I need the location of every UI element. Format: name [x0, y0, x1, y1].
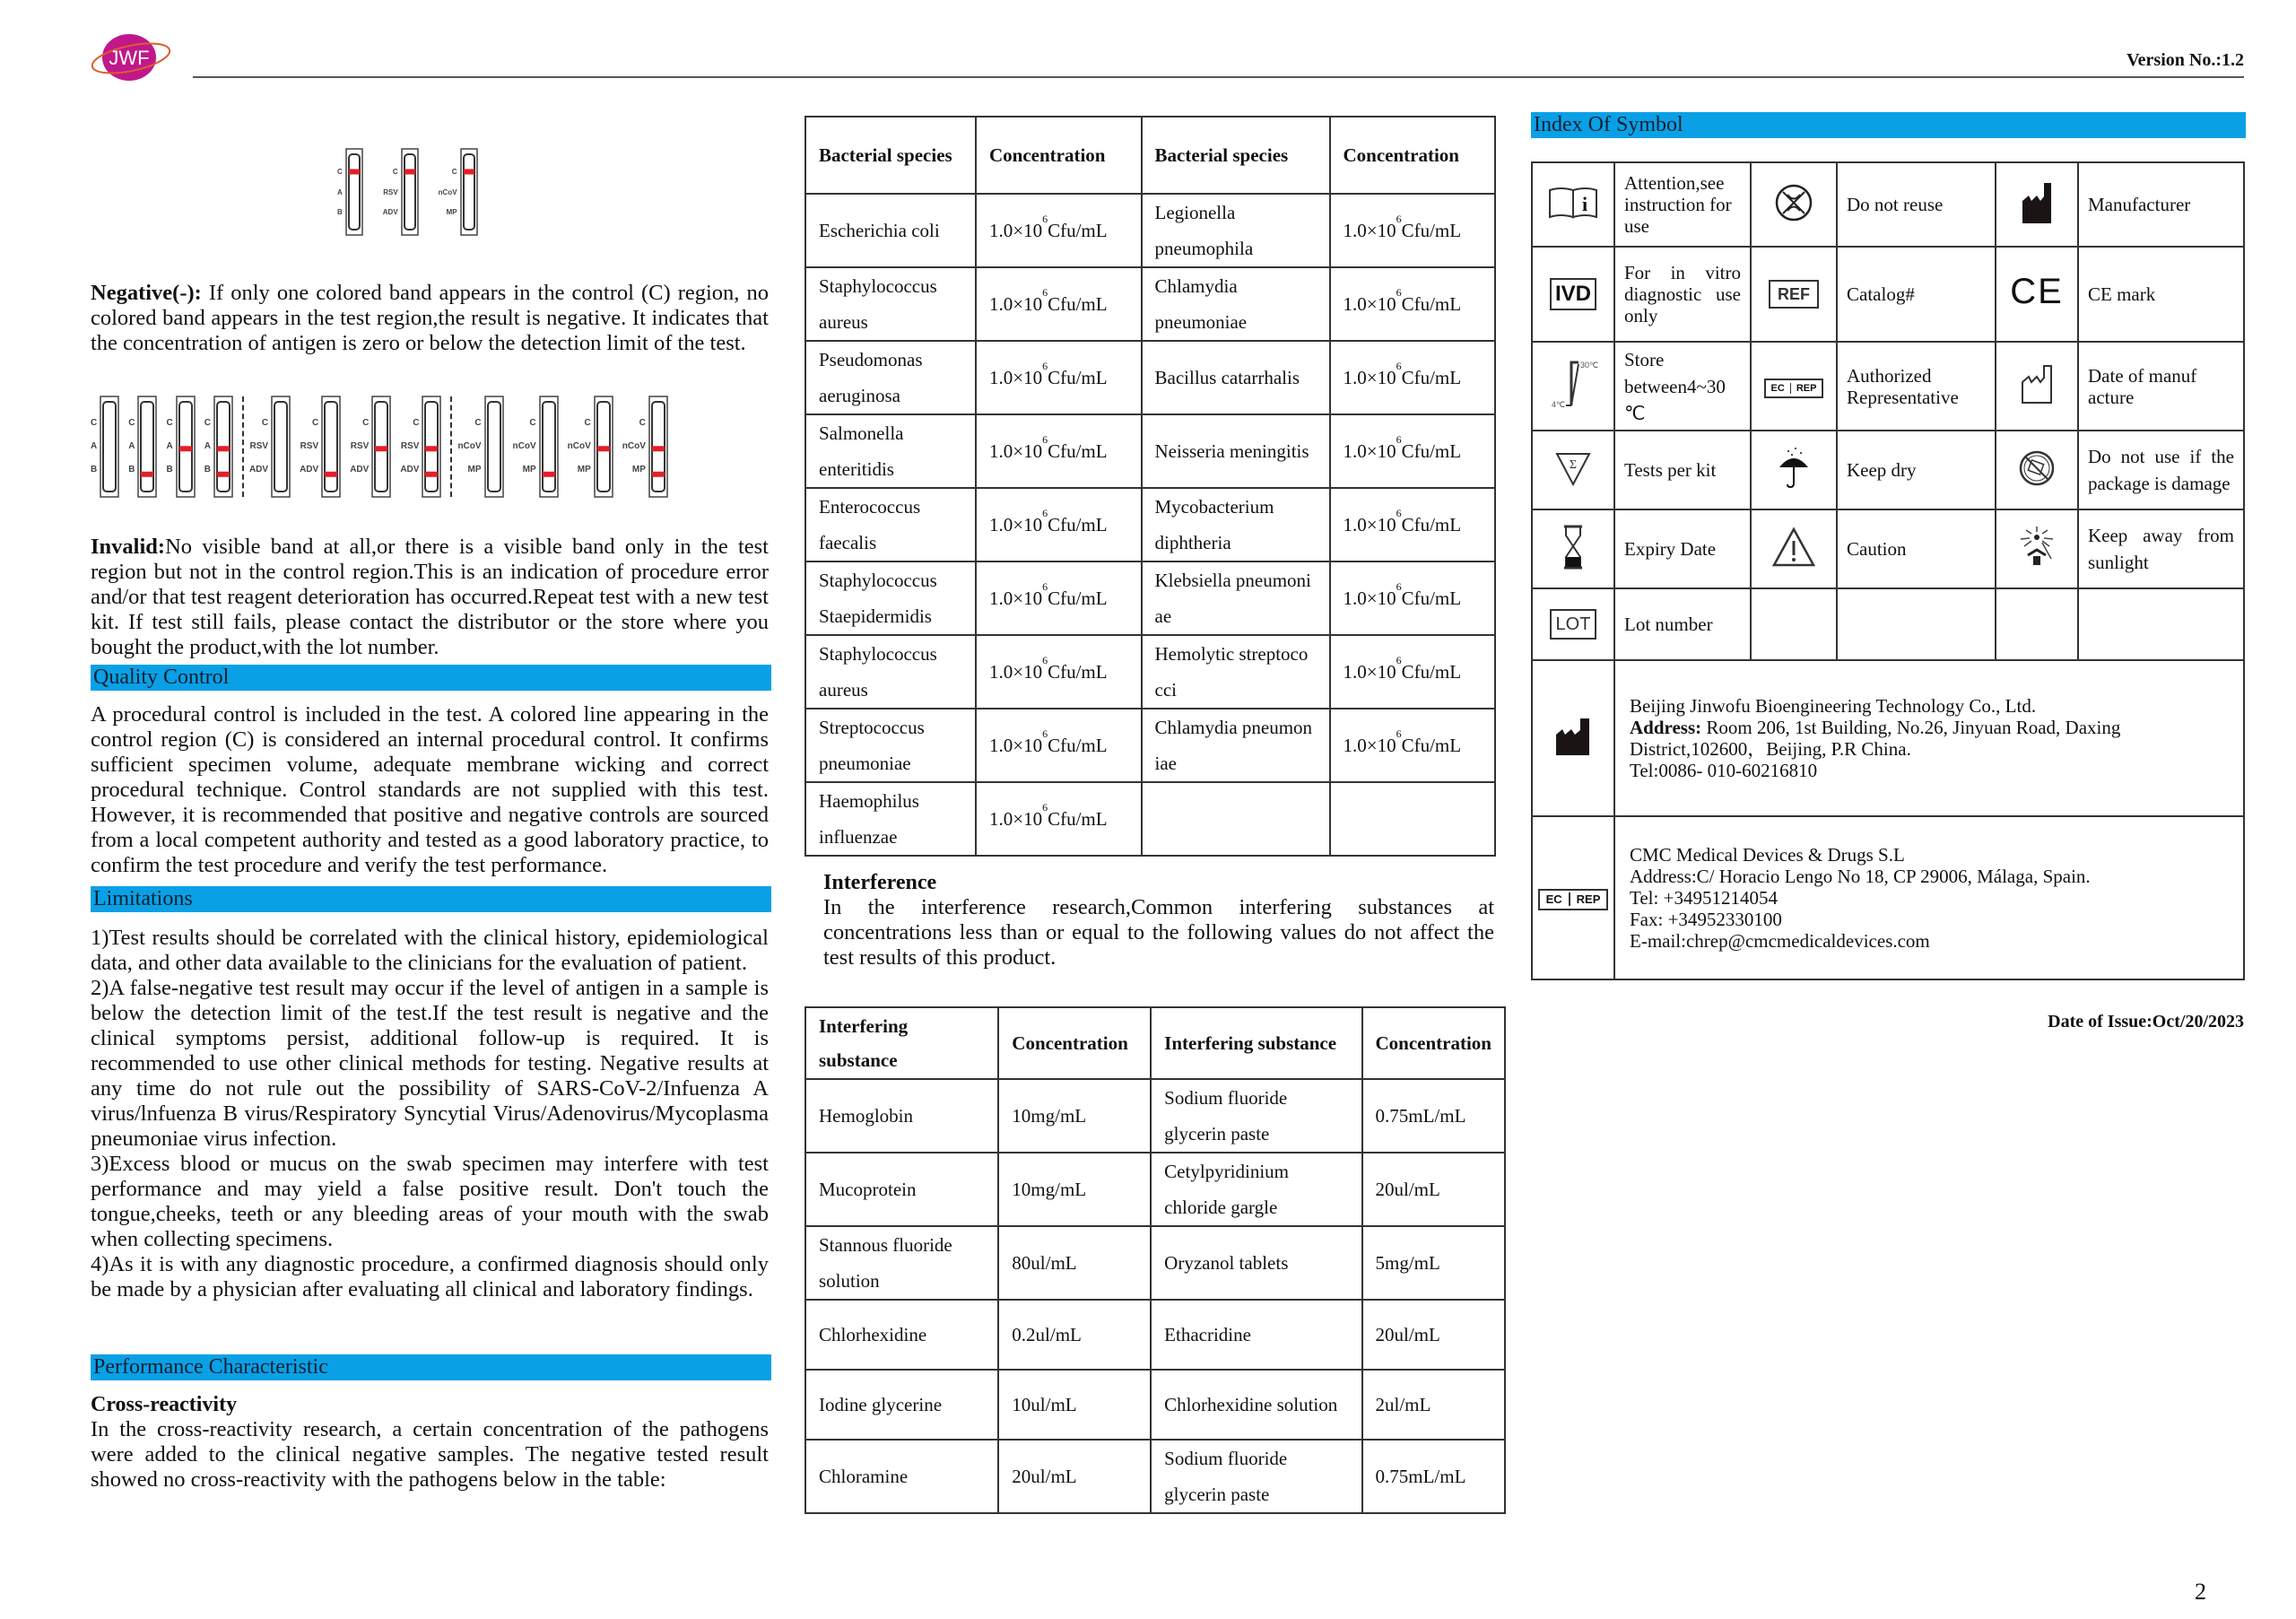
table-row — [805, 341, 1495, 414]
strip-label: C — [362, 417, 370, 428]
symbol-label: Manufacturer — [2078, 162, 2244, 247]
red-band — [325, 471, 337, 476]
invalid-text: No visible band at all,or there is a visible band only in the test region but not in the control region.This is an indication of procedure error and/or that test reagent deterioration has occurred.Repeat test with a new test kit. If test still fails, please contact the distributor or the store where you bought the product,with the lot number. — [91, 535, 769, 659]
symbol-label: Caution — [1837, 509, 1996, 588]
strip-label: RSV — [383, 187, 398, 196]
concentration-cell: $1.0\times 10^6Cfu/mL$ — [1330, 414, 1496, 488]
ce-mark-icon: CE — [1996, 247, 2078, 342]
table-row — [805, 1370, 1505, 1440]
manufacturer-details — [1614, 660, 2244, 816]
red-band — [425, 446, 438, 451]
svg-text:i: i — [1581, 192, 1588, 215]
strip-label: RSV — [300, 440, 319, 451]
table-row — [805, 1300, 1505, 1370]
table-row — [805, 267, 1495, 341]
concentration-cell: $1.0\times 10^6Cfu/mL$ — [1330, 561, 1496, 635]
strip-label: MP — [467, 465, 482, 475]
strip-label: MP — [522, 465, 536, 475]
svg-text:JWF: JWF — [109, 47, 150, 69]
empty-cell — [1996, 588, 2078, 660]
manufacturer-address: Address: Room 206, 1st Building, No.26, Jinyuan Road, Daxing District,102600，Beijing, P.R China. — [1630, 717, 2121, 760]
negative-strips-figure — [337, 148, 487, 236]
red-band — [652, 471, 665, 476]
concentration-cell: 0.75mL/mL — [1362, 1079, 1506, 1153]
strip-label: C — [639, 417, 646, 428]
concentration-cell: 80ul/mL — [998, 1226, 1151, 1300]
strip-label: C — [529, 417, 536, 428]
ivd-icon: IVD — [1532, 247, 1614, 342]
ec-rep-info-row — [1532, 816, 2244, 979]
keep-away-sunlight-icon — [1996, 509, 2078, 588]
lot-number-icon: LOT — [1532, 588, 1614, 660]
red-band — [349, 169, 360, 174]
test-strip — [383, 148, 419, 236]
svg-text:30℃: 30℃ — [1580, 361, 1599, 370]
strip-label: C — [204, 417, 211, 428]
species-cell: Bacillus catarrhalis — [1142, 341, 1330, 414]
species-cell: Chlamydia pneumoniae — [1142, 267, 1330, 341]
substance-cell: Chloramine — [805, 1440, 998, 1513]
test-strip — [249, 396, 291, 498]
strip-label: RSV — [400, 440, 420, 451]
date-of-manufacture-icon — [1996, 342, 2078, 431]
symbol-row — [1532, 162, 2244, 247]
concentration-cell: $1.0\times 10^6Cfu/mL$ — [1330, 635, 1496, 709]
species-cell: Staphylococcus aureus — [805, 267, 976, 341]
table-row — [805, 194, 1495, 267]
species-cell: Legionella pneumophila — [1142, 194, 1330, 267]
strip-label: A — [204, 440, 211, 451]
test-strip — [204, 396, 233, 498]
invalid-label: Invalid: — [91, 535, 166, 559]
column-header: Interfering substance — [1151, 1007, 1361, 1079]
ec-rep-icon: EC REP — [1751, 342, 1837, 431]
test-strip — [513, 396, 559, 498]
symbol-label: Lot number — [1614, 588, 1751, 660]
concentration-cell: $1.0\times 10^6Cfu/mL$ — [1330, 341, 1496, 414]
limitations-list — [91, 926, 769, 1302]
concentration-cell: 0.2ul/mL — [998, 1300, 1151, 1370]
species-cell: Staphylococcus Staepidermidis — [805, 561, 976, 635]
limitation-item: 2)A false-negative test result may occur if the level of antigen in a sample is below the detection limit of the test.If the test result is negative and the clinical symptoms persist, additional follow-up is required. It is recommended to use other clinical methods for testing. Negative results at any time do not rule out the possibility of SARS-CoV-2/Infuenza A virus/lnfuenza B virus/Respiratory Syncytial Virus/Adenovirus/Mycoplasma pneumoniae virus infection. — [91, 976, 769, 1151]
table-row — [805, 1079, 1505, 1153]
column-header: Bacterial species — [805, 117, 976, 194]
strip-label: nCoV — [457, 440, 482, 451]
invalid-paragraph — [91, 535, 769, 660]
strip-label: nCoV — [438, 187, 457, 196]
concentration-cell: $1.0\times 10^6Cfu/mL$ — [976, 194, 1142, 267]
column-header: Concentration — [1330, 117, 1496, 194]
column-header: Bacterial species — [1142, 117, 1330, 194]
quality-control-heading: Quality Control — [91, 665, 771, 691]
symbol-label: Do not reuse — [1837, 162, 1996, 247]
strip-label: A — [128, 440, 135, 451]
test-strip — [439, 148, 478, 236]
species-cell: Haemophilus influenzae — [805, 782, 976, 856]
ec-rep-email[interactable]: E-mail:chrep@cmcmedicaldevices.com — [1630, 930, 1930, 952]
red-band — [425, 471, 438, 476]
symbol-index-table — [1531, 161, 2245, 980]
strip-label: B — [128, 465, 135, 475]
concentration-cell: $1.0\times 10^6Cfu/mL$ — [976, 782, 1142, 856]
test-strip — [91, 396, 119, 498]
concentration-cell: $1.0\times 10^6Cfu/mL$ — [1330, 267, 1496, 341]
strip-label: C — [91, 417, 98, 428]
species-cell: Salmonella enteritidis — [805, 414, 976, 488]
strip-label: C — [337, 167, 343, 176]
concentration-cell: 10mg/mL — [998, 1079, 1151, 1153]
concentration-cell: $1.0\times 10^6Cfu/mL$ — [976, 635, 1142, 709]
header-rule — [193, 76, 2244, 78]
concentration-cell: 20ul/mL — [1362, 1153, 1506, 1226]
limitation-item: 4)As it is with any diagnostic procedure, a confirmed diagnosis should only be made by a physician after evaluating all clinical and laboratory findings. — [91, 1252, 769, 1301]
symbol-label: Do not use if the package is damage — [2078, 431, 2244, 509]
table-header-row — [805, 117, 1495, 194]
tests-per-kit-icon — [1532, 431, 1614, 509]
ec-rep-address: Address:C/ Horacio Lengo No 18, CP 29006, Málaga, Spain. — [1630, 866, 2091, 887]
concentration-cell: 2ul/mL — [1362, 1370, 1506, 1440]
interference-heading: Interference — [823, 871, 937, 894]
species-cell: Enterococcus faecalis — [805, 488, 976, 561]
negative-label: Negative(-): — [91, 281, 202, 305]
species-cell: Escherichia coli — [805, 194, 976, 267]
keep-dry-icon — [1751, 431, 1837, 509]
symbol-index-heading: Index Of Symbol — [1531, 112, 2246, 138]
table-row — [805, 488, 1495, 561]
table-row — [805, 1153, 1505, 1226]
strip-label: MP — [446, 208, 457, 217]
ref-icon: REF — [1751, 247, 1837, 342]
strip-label: MP — [577, 465, 591, 475]
limitation-item: 1)Test results should be correlated with the clinical history, epidemiological data, and other data available to the clinicians for the evaluation of patient. — [91, 926, 769, 975]
red-band — [543, 471, 555, 476]
group-divider — [242, 396, 244, 497]
strip-label: C — [166, 417, 173, 428]
table-row — [805, 709, 1495, 782]
species-cell: Staphylococcus aureus — [805, 635, 976, 709]
column-header: Concentration — [998, 1007, 1151, 1079]
red-band — [217, 446, 230, 451]
strip-label: nCoV — [622, 440, 646, 451]
column-header: Concentration — [1362, 1007, 1506, 1079]
strip-label: C — [311, 417, 319, 428]
concentration-cell: 10ul/mL — [998, 1370, 1151, 1440]
symbol-label: Date of manuf acture — [2078, 342, 2244, 431]
concentration-cell: 20ul/mL — [1362, 1300, 1506, 1370]
symbol-row — [1532, 431, 2244, 509]
species-cell: Mycobacterium diphtheria — [1142, 488, 1330, 561]
table-header-row — [805, 1007, 1505, 1079]
table-row — [805, 1226, 1505, 1300]
concentration-cell: $1.0\times 10^6Cfu/mL$ — [976, 709, 1142, 782]
species-cell: Pseudomonas aeruginosa — [805, 341, 976, 414]
strip-group — [457, 396, 676, 498]
red-band — [464, 169, 474, 174]
red-band — [375, 446, 387, 451]
red-band — [404, 169, 415, 174]
ec-rep-fax: Fax: +34952330100 — [1630, 909, 1782, 930]
test-strip — [400, 396, 441, 498]
strip-label: C — [584, 417, 591, 428]
manufacturer-phone: Tel:0086- 010-60216810 — [1630, 760, 1818, 781]
strip-label: C — [474, 417, 482, 428]
substance-cell: Chlorhexidine solution — [1151, 1370, 1361, 1440]
test-strip — [300, 396, 341, 498]
strip-group — [91, 396, 242, 498]
test-strip — [457, 396, 503, 498]
substance-cell: Sodium fluoride glycerin paste — [1151, 1079, 1361, 1153]
strip-group — [249, 396, 451, 498]
strip-label: ADV — [350, 465, 370, 475]
concentration-cell: $1.0\times 10^6Cfu/mL$ — [976, 414, 1142, 488]
concentration-cell: $1.0\times 10^6Cfu/mL$ — [976, 267, 1142, 341]
table-row — [805, 1440, 1505, 1513]
negative-text: If only one colored band appears in the control (C) region, no colored band appears in the test region,the result is negative. It indicates that the concentration of antigen is zero or below the detection limit of the test. — [91, 281, 769, 355]
empty-cell — [1751, 588, 1837, 660]
red-band — [217, 471, 230, 476]
strip-label: C — [413, 417, 420, 428]
instructions-book-icon — [1532, 162, 1614, 247]
manufacturer-icon — [1996, 162, 2078, 247]
cross-reactivity-table — [804, 116, 1496, 857]
expiry-date-icon — [1532, 509, 1614, 588]
test-strip — [128, 396, 157, 498]
symbol-label: Keep dry — [1837, 431, 1996, 509]
test-strip — [166, 396, 195, 498]
do-not-reuse-icon — [1751, 162, 1837, 247]
symbol-label: For in vitro diagnostic use only — [1614, 247, 1751, 342]
concentration-cell: $1.0\times 10^6Cfu/mL$ — [1330, 709, 1496, 782]
concentration-cell: $1.0\times 10^6Cfu/mL$ — [1330, 194, 1496, 267]
limitation-item: 3)Excess blood or mucus on the swab specimen may interfere with test performance and may yield a false positive result. Don't touch the tongue,cheeks, teeth or any bleeding areas of your mouth with the swab when collecting specimens. — [91, 1152, 769, 1251]
red-band — [652, 446, 665, 451]
table-row — [805, 782, 1495, 856]
strip-label: nCoV — [567, 440, 591, 451]
substance-cell: Iodine glycerine — [805, 1370, 998, 1440]
strip-label: RSV — [249, 440, 269, 451]
table-row — [805, 561, 1495, 635]
concentration-cell: 20ul/mL — [998, 1440, 1151, 1513]
species-cell — [1142, 782, 1330, 856]
test-strip — [622, 396, 668, 498]
date-of-issue: Date of Issue:Oct/20/2023 — [2048, 1012, 2244, 1031]
strip-label: MP — [631, 465, 646, 475]
substance-cell: Ethacridine — [1151, 1300, 1361, 1370]
do-not-use-damaged-icon — [1996, 431, 2078, 509]
species-cell: Klebsiella pneumoni ae — [1142, 561, 1330, 635]
table-row — [805, 635, 1495, 709]
quality-control-text: A procedural control is included in the test. A colored line appearing in the control region (C) is considered an internal procedural control. It confirms sufficient specimen volume, adequate membrane wicking and correct procedural technique. Control standards are not supplied with this test. However, it is recommended that positive and negative controls are sourced from a local competent authority and tested as a good laboratory practice, to confirm the test procedure and verify the test performance. — [91, 702, 769, 877]
test-strip — [337, 148, 363, 236]
strip-label: RSV — [350, 440, 370, 451]
concentration-cell: 10mg/mL — [998, 1153, 1151, 1226]
substance-cell: Stannous fluoride solution — [805, 1226, 998, 1300]
concentration-cell — [1330, 782, 1496, 856]
version-number: Version No.:1.2 — [2126, 50, 2244, 70]
symbol-label: Authorized Representative — [1837, 342, 1996, 431]
strip-label: C — [392, 167, 398, 176]
interference-text: In the interference research,Common interfering substances at concentrations less than or equal to the following values do not affect the test results of this product. — [823, 895, 1494, 970]
test-strip — [568, 396, 613, 498]
species-cell: Neisseria meningitis — [1142, 414, 1330, 488]
symbol-row — [1532, 247, 2244, 342]
strip-label: B — [204, 465, 211, 475]
symbol-row — [1532, 342, 2244, 431]
strip-label: A — [91, 440, 98, 451]
negative-paragraph — [91, 281, 769, 356]
concentration-cell: $1.0\times 10^6Cfu/mL$ — [976, 561, 1142, 635]
ec-rep-details — [1614, 816, 2244, 979]
table-row — [805, 414, 1495, 488]
ec-rep-icon: EC REP — [1532, 816, 1614, 979]
substance-cell: Hemoglobin — [805, 1079, 998, 1153]
strip-label: C — [451, 167, 457, 176]
empty-cell — [2078, 588, 2244, 660]
interference-section — [823, 870, 1494, 971]
symbol-label: Expiry Date — [1614, 509, 1751, 588]
invalid-strips-figure — [91, 395, 769, 498]
strip-label: nCoV — [512, 440, 536, 451]
substance-cell: Sodium fluoride glycerin paste — [1151, 1440, 1361, 1513]
red-band — [179, 446, 192, 451]
manufacturer-icon — [1532, 660, 1614, 816]
company-logo — [90, 32, 172, 83]
species-cell: Hemolytic streptoco cci — [1142, 635, 1330, 709]
column-header: Interfering substance — [805, 1007, 998, 1079]
concentration-cell: 0.75mL/mL — [1362, 1440, 1506, 1513]
ec-rep-name: CMC Medical Devices & Drugs S.L — [1630, 844, 1905, 866]
species-cell: Chlamydia pneumon iae — [1142, 709, 1330, 782]
interference-table — [804, 1006, 1506, 1514]
concentration-cell: $1.0\times 10^6Cfu/mL$ — [976, 488, 1142, 561]
species-cell: Streptococcus pneumoniae — [805, 709, 976, 782]
manufacturer-name: Beijing Jinwofu Bioengineering Technology Co., Ltd. — [1630, 695, 2037, 717]
empty-cell — [1837, 588, 1996, 660]
symbol-label: CE mark — [2078, 247, 2244, 342]
svg-text:4℃: 4℃ — [1552, 400, 1566, 409]
substance-cell: Mucoprotein — [805, 1153, 998, 1226]
caution-icon — [1751, 509, 1837, 588]
substance-cell: Chlorhexidine — [805, 1300, 998, 1370]
strip-label: A — [337, 187, 343, 196]
strip-label: ADV — [248, 465, 269, 475]
strip-label: B — [166, 465, 173, 475]
cross-reactivity-heading: Cross-reactivity — [91, 1393, 238, 1416]
performance-heading: Performance Characteristic — [91, 1354, 771, 1380]
concentration-cell: $1.0\times 10^6Cfu/mL$ — [1330, 488, 1496, 561]
ec-rep-phone: Tel: +34951214054 — [1630, 887, 1778, 909]
strip-label: C — [128, 417, 135, 428]
temperature-limit-icon — [1532, 342, 1614, 431]
svg-text:Σ: Σ — [1569, 457, 1578, 472]
symbol-label: Attention,see instruction for use — [1614, 162, 1751, 247]
test-strip — [350, 396, 391, 498]
strip-label: B — [91, 465, 98, 475]
symbol-row — [1532, 509, 2244, 588]
symbol-label: Keep away from sunlight — [2078, 509, 2244, 588]
substance-cell: Oryzanol tablets — [1151, 1226, 1361, 1300]
strip-label: ADV — [300, 465, 319, 475]
symbol-label: Store between4~30 ℃ — [1614, 342, 1751, 431]
symbol-label: Catalog# — [1837, 247, 1996, 342]
limitations-heading: Limitations — [91, 886, 771, 912]
symbol-label: Tests per kit — [1614, 431, 1751, 509]
concentration-cell: $1.0\times 10^6Cfu/mL$ — [976, 341, 1142, 414]
column-header: Concentration — [976, 117, 1142, 194]
concentration-cell: 5mg/mL — [1362, 1226, 1506, 1300]
red-band — [597, 446, 610, 451]
strip-label: B — [337, 208, 343, 217]
strip-label: A — [166, 440, 173, 451]
substance-cell: Cetylpyridinium chloride gargle — [1151, 1153, 1361, 1226]
strip-label: ADV — [400, 465, 420, 475]
symbol-row — [1532, 588, 2244, 660]
manufacturer-info-row — [1532, 660, 2244, 816]
strip-label: C — [261, 417, 269, 428]
red-band — [141, 471, 153, 476]
page-number: 2 — [2195, 1579, 2206, 1605]
strip-label: ADV — [382, 208, 398, 217]
group-divider — [450, 396, 452, 497]
cross-reactivity-text: In the cross-reactivity research, a certain concentration of the pathogens were added to the clinical negative samples. The negative tested result showed no cross-reactivity with the pathogens below in the table: — [91, 1417, 769, 1492]
